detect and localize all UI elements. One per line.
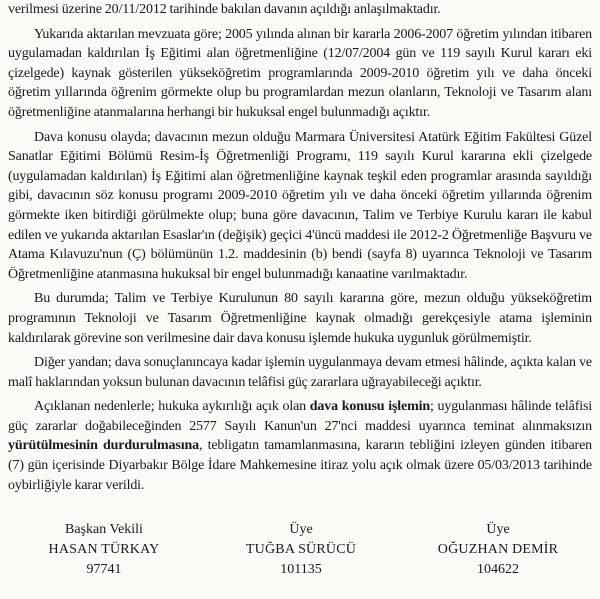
paragraph-text: Diğer yandan; dava sonuçlanıncaya kadar işlemin uygulanmaya devam etmesi hâlinde, açıkta kalan ve malî haklarından yoksun bulunan davacının telâfisi güç zararlara uğrayabileceği açıktır. bbox=[8, 355, 592, 390]
paragraph-text: , tebligatın tamamlanmasına, kararın tebliğini izleyen günden itibaren (7) gün içerisinde Diyarbakır Bölge İdare Mahkemesine itiraz yolu açık olmak üzere 05/03/2013 tarihinde oybirliğiyle karar verildi. bbox=[8, 438, 592, 493]
emphasis-stay-of-execution: yürütülmesinin durdurulmasına bbox=[8, 438, 199, 454]
paragraph-text: Bu durumda; Talim ve Terbiye Kurulunun 80 sayılı kararına göre, mezun olduğu yükseköğretim programının Teknoloji ve Tasarım Öğretmenliğine kaynak olmadığı gerekçesiyle atama işleminin kaldırılarak görevine son verilmesine dair dava konusu işlemde hukuka uygunluk görülmemiştir. bbox=[8, 291, 592, 346]
signatory-name: TUĞBA SÜRÜCÜ bbox=[245, 542, 357, 557]
paragraph-conclusion bbox=[8, 289, 592, 348]
paragraph-text: Dava konusu olayda; davacının mezun olduğu Marmara Üniversitesi Atatürk Eğitim Fakültesi Güzel Sanatlar Eğitimi Bölümü Resim-İş Öğretmenliği Programı, 119 sayılı Kurul kararına ekli çizelgede (uygulamadan kaldırılan) İş Eğitimi alan öğretmenliğine kaynak teşkil eden programlar arasında sayıldığı gibi, davacının söz konusu programı 2009-2010 öğretim yılı ve daha önceki öğretim yıllarında öğrenim görmekte iken bitirdiği görülmekte olup; buna göre davacının, Talim ve Terbiye Kurulu kararı ile kabul edilen ve yukarıda aktarılan Esaslar'ın (değişik) geçici 4'üncü maddesi ile 2012-2 Öğretmenliğe Başvuru ve Atama Kılavuzu'nun (Ç) bölümünün 1.2. maddesinin (b) bendi (sayfa 8) uyarınca Teknoloji ve Tasarım Öğretmenliğine atanmasına hukuksal bir engel bulunmadığı kanaatine varılmaktadır. bbox=[8, 129, 592, 282]
emphasis-disputed-act: dava konusu işlemin bbox=[309, 399, 430, 415]
paragraph-text: Yukarıda aktarılan mevzuata göre; 2005 yılında alınan bir kararla 2006-2007 öğretim yılından itibaren uygulamadan kaldırılan İş Eğitimi alan öğretmenliğine (12/07/2004 gün ve 119 sayılı Kurul kararı eki çizelgede) kaynak gösterilen yükseköğretim programlarında 2009-2010 öğretim yılı ve daha önceki öğretim yıllarında öğrenim görmekte olup bu programlardan mezun olanların, Teknoloji ve Tasarım alanı öğretmenliğine atanmalarına herhangi bir hukuksal engel bulunmadığı açıktır. bbox=[8, 26, 592, 120]
signatory-title: Üye bbox=[486, 522, 510, 537]
signatory-number: 101135 bbox=[280, 562, 322, 577]
signatory-title: Üye bbox=[289, 522, 313, 537]
paragraph-text: ; uygulanması hâlinde telâfisi güç zararlar doğabileceğinden 2577 Sayılı Kanun'un 27'nci maddesi uyarınca teminat alınmaksızın bbox=[8, 399, 593, 434]
paragraph-ruling bbox=[8, 397, 592, 495]
signature-member-2 bbox=[408, 520, 588, 580]
signatory-number: 104622 bbox=[477, 562, 519, 577]
signature-member-1 bbox=[211, 520, 391, 580]
signatory-title: Başkan Vekili bbox=[65, 522, 143, 537]
signatory-number: 97741 bbox=[86, 562, 122, 577]
paragraph-text: verilmesi üzerine 20/11/2012 tarihinde bakılan davanın açıldığı anlaşılmaktadır. bbox=[8, 2, 441, 17]
signatory-name: HASAN TÜRKAY bbox=[48, 542, 160, 557]
paragraph-case-facts bbox=[8, 128, 592, 285]
decision-document bbox=[8, 0, 592, 495]
paragraph-irreparable-harm bbox=[8, 353, 592, 392]
signature-presiding-judge bbox=[14, 520, 194, 580]
paragraph-text: Açıklanan nedenlerle; hukuka aykırılığı açık olan bbox=[34, 399, 310, 415]
paragraph-continuation bbox=[8, 0, 592, 20]
signatory-name: OĞUZHAN DEMİR bbox=[437, 542, 559, 557]
signature-block bbox=[14, 520, 588, 580]
paragraph-legal-assessment bbox=[8, 25, 592, 123]
